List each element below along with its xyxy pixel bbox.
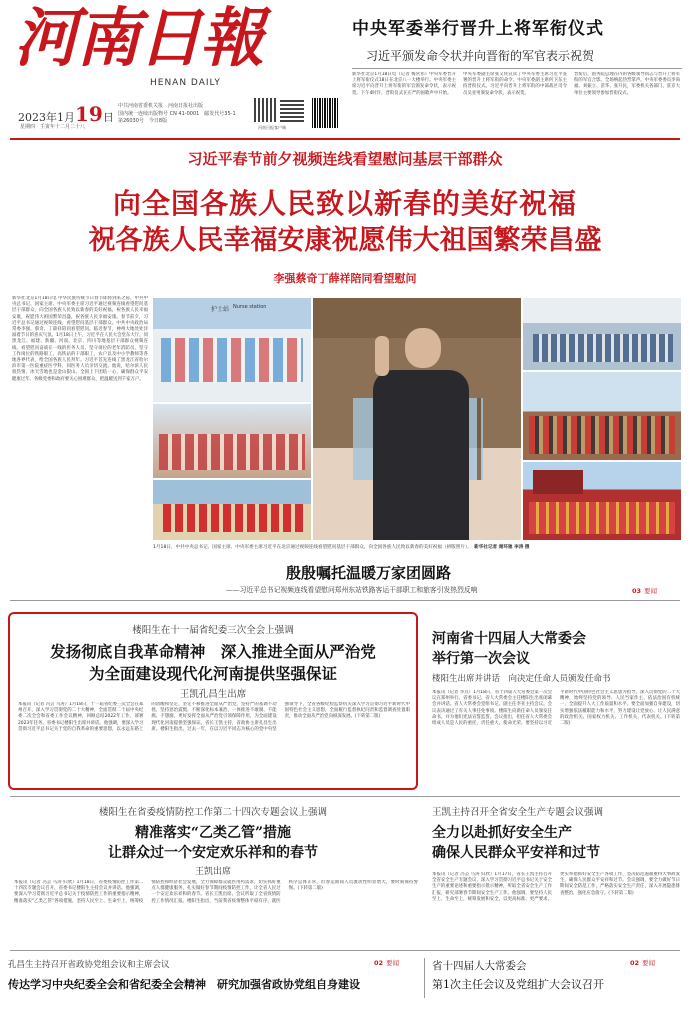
photo-caption-text: 1月18日，中共中央总书记、国家主席、中央军委主席习近平在北京通过视频连线看望慰问基层干部群众，向全国各族人民致以新春的美好祝福（拼版照片）。 bbox=[153, 545, 470, 550]
publisher-line1: 中共河南省委机关报 河南日报社出版 bbox=[118, 103, 204, 109]
bottom-ref2-label: 要闻 bbox=[642, 959, 656, 967]
english-name: HENAN DAILY bbox=[150, 78, 221, 88]
bottom-ref2-page: 02 bbox=[630, 959, 640, 967]
mid-left-kicker: 楼阳生在省委疫情防控工作第二十四次专题会议上强调 bbox=[98, 807, 327, 818]
lead-headline1[interactable]: 向全国各族人民致以新春的美好祝福 bbox=[112, 187, 577, 220]
bottom-ref2-main[interactable]: 第1次主任会议及党组扩大会议召开 bbox=[432, 978, 604, 991]
bottom-ref2-page-ref[interactable] bbox=[630, 958, 655, 967]
qr-caption: 河南日报客户端 bbox=[258, 125, 286, 130]
mid-right-kicker: 王凯主持召开全省安全生产专题会议强调 bbox=[432, 807, 604, 818]
publisher-info bbox=[118, 103, 236, 126]
qr-code-icon[interactable] bbox=[280, 98, 304, 122]
bottom-ref1-label: 要闻 bbox=[386, 959, 400, 967]
top-right-col3: 晋衔后，国务院总理在内的各级领导同志与晋升上将军衔的军官合影。全场响起热烈掌声。中央军委委员李尚福、刘振立、苗华、张升民，军委机关各部门、驻京大单位主要领导参加晋衔仪式。 bbox=[574, 72, 680, 96]
photo-caption bbox=[153, 544, 681, 550]
lead-headline2[interactable]: 祝各族人民幸福安康祝愿伟大祖国繁荣昌盛 bbox=[88, 225, 602, 256]
photo-xi-jinping bbox=[313, 298, 521, 540]
mid-left-headline1[interactable]: 精准落实“乙类乙管”措施 bbox=[134, 825, 292, 841]
lead-body: 新华社北京1月18日电 中华民族传统节日春节即将到来之际，中共中央总书记、国家主席、中央军委主席习近平通过视频连线看望慰问基层干部群众，向全国各族人民致以新春的美好祝福，祝各族人民幸福安康，祝愿伟大祖国繁荣昌盛，祝各族人民幸福安康。春节前夕，习近平总书记通过视频连线，看望慰问基层干部群众。中共中央政治局常委李强、蔡奇、丁薛祥陪同看望慰问。临近春节，神州大地处处洋溢着节日的喜庆气氛。1月18日上午，习近平在人民大会堂东大厅，同黑龙江、福建、新疆、河南、北京、四川等地基层干部群众视频连线，看望慰问奋战在一线的医务人员、坚守岗位的老年消防员、坚守工作岗位的铁路职工，高铁站的干部职工、农户以及中小学教师等各地各界代表，给全国各族人民拜年。习近平首先连线了黑龙江省哈尔滨市第一医院重症医学科，同医务人员亲切交流。他说，哈尔滨人民很热情，冰天雪地也是金山银山。全国上下团结一心，确保群众平安健康过年。各级党委和政府要关心困难群众，把温暖送到千家万户。 bbox=[12, 296, 148, 382]
photo-volunteers bbox=[153, 404, 311, 478]
mid-left-sub: 王凯出席 bbox=[194, 867, 231, 877]
photo-label-en: Nurse station bbox=[233, 304, 267, 310]
publisher-line3: 第26030号 今日8版 bbox=[118, 118, 168, 124]
right1-headline2[interactable]: 举行第一次会议 bbox=[432, 651, 530, 667]
related-page-ref[interactable] bbox=[632, 586, 657, 595]
photo-label-cn: 护士站 bbox=[211, 306, 230, 313]
top-right-subhead: 习近平颁发命令状并向晋衔的军官表示祝贺 bbox=[366, 49, 595, 63]
barcode-icon bbox=[312, 98, 338, 128]
top-right-col1: 新华社北京1月18日电（记者 梅常伟）中央军委晋升上将军衔仪式18日在北京八一大楼举行。中央军委主席习近平向晋升上将军衔的军官颁发命令状，表示祝贺。下午4时许，晋衔仪式在庄严的国歌声中开始。 bbox=[352, 72, 456, 96]
bottom-ref1-title: 孔昌生主持召开省政协党组会议和主席会议 bbox=[8, 960, 170, 970]
left-kicker: 楼阳生在十一届省纪委三次全会上强调 bbox=[132, 625, 294, 636]
top-right-headline[interactable]: 中央军委举行晋升上将军衔仪式 bbox=[352, 19, 604, 39]
photo-crowd bbox=[523, 372, 681, 460]
related-page-number: 03 bbox=[632, 587, 642, 595]
lead-kicker: 习近平春节前夕视频连线看望慰问基层干部群众 bbox=[187, 150, 503, 168]
photo-train-station bbox=[523, 298, 681, 370]
right1-headline1[interactable]: 河南省十四届人大常委会 bbox=[432, 631, 586, 647]
related-headline[interactable]: 殷殷嘱托温暖万家团圆路 bbox=[286, 564, 452, 582]
weekday: 星期四 bbox=[20, 124, 36, 130]
mid-left-body: 本报讯（记者 冯芸 马涛 归欣）1月18日，省委疫情防控工作第二十四次专题会议召开，省委书记楼阳生主持会议并讲话。他强调，要深入学习贯彻习近平总书记关于疫情防控工作的重要指示精神，精准落实“乙类乙管”各项措施，坚持人民至上、生命至上，统筹疫情防控和经济社会发展，全力保障群众就医用药需求，切实抓好重点人群健康服务，扎实做好春节期间疫情防控工作，让全省人民过一个安定欢乐祥和的春节。省长王凯出席。会议听取了全省疫情防控工作情况汇报。楼阳生指出，当前我省疫情整体平稳有序，就医秩序总体正常，但春运期间人员流动性明显增大，要时刻保持警惕。(下转第二版) bbox=[14, 880, 418, 904]
photo-workers bbox=[153, 480, 311, 540]
mid-left-headline2[interactable]: 让群众过一个安定欢乐祥和的春节 bbox=[108, 845, 318, 861]
qr-code-icon[interactable] bbox=[254, 98, 278, 122]
date-day: 19 bbox=[75, 102, 103, 126]
left-headline2[interactable]: 为全面建设现代化河南提供坚强保证 bbox=[88, 664, 337, 683]
bottom-ref2-title: 省十四届人大常委会 bbox=[432, 960, 527, 972]
lunar-date: 壬寅年十二月二十八 bbox=[40, 124, 86, 130]
date-unit: 日 bbox=[102, 111, 114, 124]
bottom-ref1-main[interactable]: 传达学习中央纪委全会和省纪委全会精神 研究加强省政协党组自身建设 bbox=[8, 978, 360, 991]
right1-sub: 楼阳生出席并讲话 向决定任命人员颁发任命书 bbox=[432, 674, 611, 684]
bottom-ref1-page-ref[interactable] bbox=[374, 958, 399, 967]
photo-credit: 新华社记者 谢环驰 李涛 摄 bbox=[474, 545, 530, 550]
related-sub: ——习近平总书记视频连线看望慰问郑州东站铁路客运干部职工和旅客引发热烈反响 bbox=[226, 586, 478, 594]
weekday-line bbox=[20, 123, 85, 130]
date-year-month: 2023年1月 bbox=[18, 111, 75, 124]
mid-right-headline1[interactable]: 全力以赴抓好安全生产 bbox=[432, 825, 572, 841]
lead-sub: 李强蔡奇丁薛祥陪同看望慰问 bbox=[273, 272, 417, 285]
mid-right-headline2[interactable]: 确保人民群众平安祥和过节 bbox=[432, 845, 600, 861]
publisher-line2: 国内统一连续出版物号 CN 41-0001 邮发代号35-1 bbox=[118, 110, 236, 117]
left-sub: 王凯孔昌生出席 bbox=[179, 689, 247, 700]
top-right-col2: 中央军委副主席张又侠宣读了中央军委主席习近平签署的晋升上将军衔的命令。中央军委副主席何卫东主持晋衔仪式。习近平向晋升上将军衔的中部战区司令员吴亚男颁发命令状，表示祝贺。 bbox=[463, 72, 567, 96]
right1-body: 本报讯（记者 李点）1月18日，省十四届人大常委会第一次会议在郑州举行。省委书记、省人大常委会主任楼阳生出席闭幕会并讲话。省人大常委会党组书记、副主任李亚主持会议。会议表决通过了有关人事任免事项。楼阳生向新任命人员颁发任命书，并为他们宪法宣誓监誓。会议指出，担任省人大常委会组成人员是人民的重托，责任重大、使命光荣。要坚持以习近平新时代中国特色社会主义思想为指导，深入贯彻党的二十大精神，始终坚持党的领导、人民当家作主、依法治国有机统一，全面提升人大工作质量和水平。要全面加强自身建设，切实增强依法履职能力和水平，努力建设让党放心、让人民满意的政治机关、国家权力机关、工作机关、代表机关。(下转第二版) bbox=[432, 690, 680, 727]
photo-nurse-station bbox=[153, 298, 311, 402]
related-page-label: 要闻 bbox=[644, 587, 658, 595]
bottom-ref1-page: 02 bbox=[374, 959, 384, 967]
mid-right-body: 本报讯（记者 冯芸 马涛 归欣）1月17日，省长王凯主持召开全省安全生产专题会议，深入学习贯彻习近平总书记关于安全生产的重要论述和重要指示批示精神，听取全省安全生产工作汇报，研究部署春节期间安全生产工作。他强调，要坚持人民至上、生命至上，统筹发展和安全，以更高标准、更严要求、更实举措抓好安全生产各项工作，坚决防范遏制重特大事故发生，确保人民群众平安祥和过节。会议强调，要全力做好节日期间安全防范工作，严格落实安全生产责任，深入开展隐患排查整治，强化应急值守。(下转第二版) bbox=[432, 872, 680, 902]
left-headline1[interactable]: 发扬彻底自我革命精神 深入推进全面从严治党 bbox=[50, 642, 376, 661]
masthead-logo: 河南日報 bbox=[14, 1, 262, 76]
left-body: 本报讯（记者 冯芸 马涛）1月18日，十一届省纪委三次全会在郑州召开，深入学习贯彻党的二十大精神，全面贯彻二十届中央纪委二次全会和省委工作会议精神，回顾总结2022年工作，部署2023年任务。省委书记楼阳生出席并讲话。他强调，要深入学习贯彻习近平总书记关于党的自我革命的重要思想，以永远在路上的清醒和坚定，坚定不移推进全面从严治党，坚持严的基调不动摇，坚持惩治震慑，不断深化标本兼治，一体推进不敢腐、不能腐、不想腐，更好发挥全面从严治党引领保障作用，为全面建设现代化河南提供坚强保证。省长王凯主持，省政协主席孔昌生出席。楼阳生指出，过去一年，在以习近平同志为核心的党中央坚强领导下，全省各级纪检监察机关深入学习贯彻习近平新时代中国特色社会主义思想，全面履行监督执纪问责和监督调查处置职责，推动全面从严治党向纵深发展。(下转第二版) bbox=[18, 702, 410, 732]
photo-festival bbox=[523, 462, 681, 540]
